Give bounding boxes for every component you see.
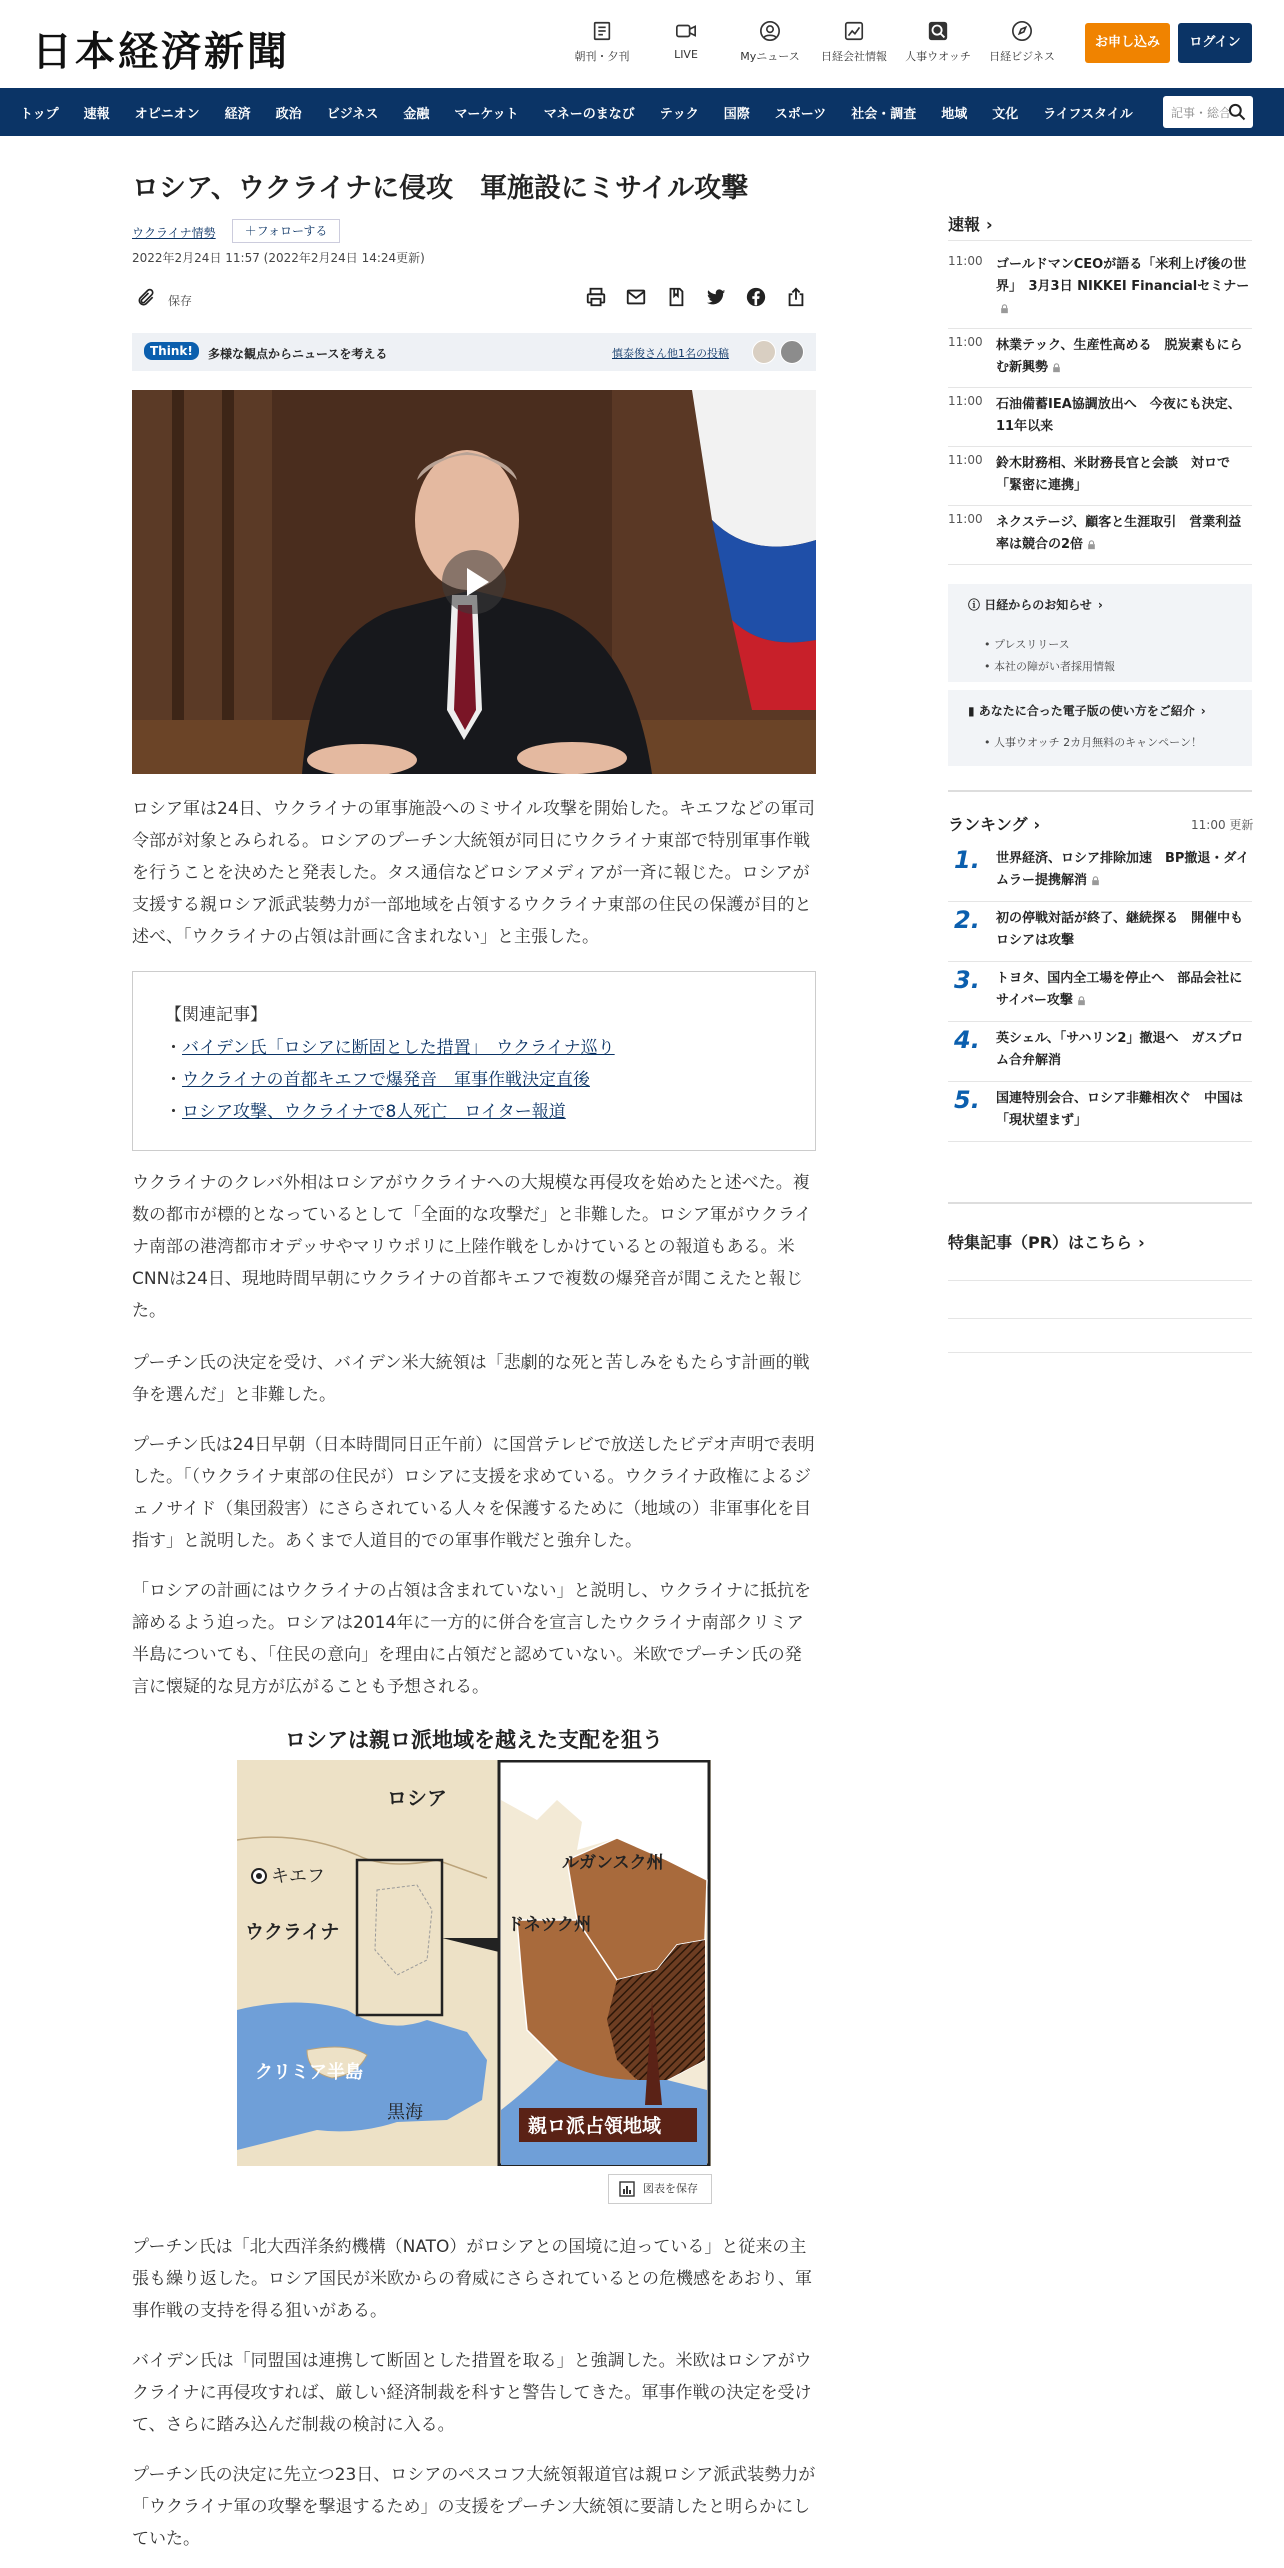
map-label-black-sea: 黒海 [387, 2102, 423, 2123]
notice-list [984, 634, 1115, 678]
notice-title: 日経からのお知らせ [984, 598, 1092, 612]
save-button[interactable]: 保存 [168, 294, 193, 308]
follow-label: フォローする [256, 224, 328, 238]
divider [948, 1352, 1252, 1353]
divider [948, 790, 1252, 792]
map-label-luhansk: ルガンスク州 [562, 1853, 664, 1873]
map-label-donetsk: ドネツク州 [507, 1915, 592, 1935]
breaking-headline-wrap [996, 335, 1252, 379]
nav-item[interactable]: 社会・調査 [851, 106, 917, 122]
map-label-occupied: 親ロ派占領地域 [528, 2115, 662, 2137]
lock-icon [1087, 540, 1096, 550]
ranking-updated: 11:00 更新 [1191, 818, 1254, 832]
site-header [0, 0, 1284, 88]
breaking-news-list [948, 248, 1252, 565]
main-nav [0, 88, 1284, 136]
nav-item[interactable]: 政治 [275, 106, 302, 122]
map-title: ロシアは親ロ派地域を越えた支配を狙う [285, 1728, 663, 1752]
bookmark-icon[interactable] [656, 286, 696, 312]
breaking-time: 11:00 [948, 453, 983, 467]
facebook-icon[interactable] [736, 286, 776, 312]
breaking-time: 11:00 [948, 394, 983, 408]
article-paragraph: バイデン氏は「同盟国は連携して断固とした措置を取る」と強調した。米欧はロシアがウクライナに再侵攻すれば、厳しい経済制裁を科すと警告してきた。軍事作戦の決定を受けて、さらに踏み込んだ制裁の検討に入る。 [132, 2351, 812, 2435]
ranking-item[interactable] [948, 1022, 1252, 1082]
chevron-right-icon: › [1138, 1233, 1145, 1252]
follow-button[interactable] [232, 219, 340, 243]
nav-item[interactable]: 経済 [224, 106, 251, 122]
breaking-headline-wrap [996, 254, 1252, 320]
info-icon: ⓘ [968, 598, 985, 612]
video-camera-icon [675, 20, 697, 42]
guide-title: あなたに合った電子版の使い方をご紹介 [978, 704, 1195, 718]
related-articles [132, 971, 816, 1151]
ranking-item[interactable] [948, 902, 1252, 962]
divider [948, 1280, 1252, 1281]
chevron-right-icon: › [1097, 598, 1103, 612]
related-link[interactable]: ウクライナの首都キエフで爆発音 軍事作戦決定直後 [182, 1070, 590, 1090]
guide-item-label: 人事ウオッチ 2カ月無料のキャンペーン！ [994, 736, 1202, 749]
related-title: 【関連記事】 [165, 1005, 267, 1025]
related-item [165, 1064, 615, 1096]
header-link-mynews[interactable] [728, 20, 812, 64]
search-placeholder: 記事・総合 [1171, 106, 1232, 120]
nav-item[interactable]: テック [659, 106, 699, 122]
guide-list [984, 732, 1202, 754]
ranking-item[interactable] [948, 842, 1252, 902]
breaking-news-item[interactable] [948, 506, 1252, 565]
related-link[interactable]: ロシア攻撃、ウクライナで8人死亡 ロイター報道 [182, 1102, 566, 1122]
rank-number: 4. [954, 1026, 980, 1054]
rank-number: 1. [954, 846, 980, 874]
divider [948, 1202, 1252, 1204]
newspaper-icon [591, 20, 613, 42]
nav-item[interactable]: トップ [20, 106, 59, 122]
nav-list [20, 88, 1158, 136]
ranking-headline-wrap [996, 848, 1252, 892]
article-paragraph: プーチン氏の決定に先立つ23日、ロシアのペスコフ大統領報道官は親ロシア派武装勢力が「ウクライナ軍の攻撃を撃退するため」の支援をプーチン大統領に要請したと明らかにしていた。 [132, 2465, 816, 2549]
play-button[interactable] [442, 550, 506, 614]
nikkei-notice-box [948, 584, 1252, 682]
breaking-news-item[interactable] [948, 248, 1252, 329]
notice-title-link[interactable] [968, 596, 1103, 613]
nav-item[interactable]: オピニオン [134, 106, 200, 122]
compass-icon [1011, 20, 1033, 42]
header-link-label: LIVE [674, 48, 698, 61]
map-kiev-dot [256, 1873, 262, 1879]
ranking-headline: 世界経済、ロシア排除加速 BP撤退・ダイムラー提携解消 [996, 851, 1250, 888]
paperclip-icon[interactable] [136, 288, 156, 308]
breaking-headline: ネクステージ、顧客と生涯取引 営業利益率は競合の2倍 [996, 515, 1242, 552]
breaking-news-item[interactable] [948, 329, 1252, 388]
header-link-label: Myニュース [740, 50, 800, 63]
breaking-headline-wrap [996, 394, 1252, 438]
video-player[interactable] [132, 390, 816, 774]
think-description: 多様な観点からニュースを考える [208, 347, 388, 361]
article-paragraph: ロシア軍は24日、ウクライナの軍事施設へのミサイル攻撃を開始した。キエフなどの軍司令部が対象とみられる。ロシアのプーチン大統領が同日にウクライナ東部で特別軍事作戦を行うことを決めたと発表した。タス通信などロシアメディアが一斉に報じた。ロシアが支援する親ロシア派武装勢力が一部地域を占領するウクライナ東部の住民の保護が目的と述べ、「ウクライナの占領は計画に含まれない」と主張した。 [132, 799, 815, 947]
nav-item[interactable]: 地域 [941, 106, 968, 122]
rank-number: 2. [954, 906, 980, 934]
rank-number: 3. [954, 966, 980, 994]
chevron-right-icon: › [1200, 704, 1206, 718]
mail-icon[interactable] [616, 286, 656, 312]
breaking-time: 11:00 [948, 512, 983, 526]
breaking-headline: 鈴木財務相、米財務長官と会談 対ロで「緊密に連携」 [996, 456, 1231, 493]
rank-number: 5. [954, 1086, 980, 1114]
think-badge: Think! [144, 342, 199, 360]
ranking-headline: 英シェル、「サハリン2」撤退へ ガスプロム合弁解消 [996, 1031, 1244, 1068]
ranking-headline: 国連特別会合、ロシア非難相次ぐ 中国は「現状望まず」 [996, 1091, 1244, 1128]
breaking-news-item[interactable] [948, 447, 1252, 506]
chevron-right-icon: › [1033, 815, 1041, 834]
save-chart-label: 図表を保存 [643, 2182, 698, 2195]
stock-chart-icon [843, 20, 865, 42]
ranking-list [948, 842, 1252, 1142]
chart-icon [619, 2181, 635, 2197]
related-link[interactable]: バイデン氏「ロシアに断固とした措置」 ウクライナ巡り [182, 1038, 615, 1058]
related-bullet: ・ [165, 1102, 182, 1122]
related-item [165, 1096, 615, 1128]
header-link-company-info[interactable] [812, 20, 896, 64]
header-link-label: 朝刊・夕刊 [574, 50, 630, 63]
breaking-headline: 林業テック、生産性高める 脱炭素もにらむ新興勢 [996, 338, 1243, 375]
ranking-title: ランキング [948, 815, 1028, 834]
ukraine-map [237, 1760, 711, 2166]
related-bullet: ・ [165, 1070, 182, 1090]
nav-item[interactable]: 国際 [723, 106, 750, 122]
notice-item-label: 本社の障がい者採用情報 [994, 660, 1115, 673]
guide-box [948, 690, 1252, 766]
nav-item[interactable]: 文化 [992, 106, 1019, 122]
plus-icon: ＋ [244, 224, 257, 238]
nav-item[interactable]: スポーツ [774, 106, 827, 122]
person-search-icon [927, 20, 949, 42]
share-icons [576, 286, 816, 312]
ranking-item[interactable] [948, 962, 1252, 1022]
lock-icon [1077, 996, 1086, 1006]
header-link-jinji-watch[interactable] [896, 20, 980, 64]
nav-item[interactable]: 金融 [403, 106, 430, 122]
nav-item[interactable]: 速報 [83, 106, 110, 122]
map-label-crimea: クリミア半島 [255, 2062, 363, 2083]
think-expert-link[interactable]: 慎泰俊さん他1名の投稿 [612, 347, 729, 360]
divider [948, 1318, 1252, 1319]
ranking-headline-wrap [996, 908, 1252, 952]
search-input[interactable] [1163, 96, 1253, 128]
guide-title-link[interactable] [968, 702, 1206, 719]
breaking-time: 11:00 [948, 254, 983, 268]
lock-icon [1052, 363, 1061, 373]
save-chart-button[interactable] [608, 2174, 712, 2204]
divider [948, 240, 1252, 241]
publish-date: 2022年2月24日 11:57 (2022年2月24日 14:24更新) [132, 251, 425, 265]
expert-avatar[interactable] [780, 340, 804, 364]
ranking-headline-wrap [996, 1028, 1252, 1072]
nav-item[interactable]: マネーのまなび [543, 106, 635, 122]
breaking-headline: ゴールドマンCEOが語る「米利上げ後の世界」 3月3日 NIKKEI Financialセミナー [996, 257, 1250, 294]
article-paragraph: プーチン氏の決定を受け、バイデン米大統領は「悲劇的な死と苦しみをもたらす計画的戦争を選んだ」と非難した。 [132, 1353, 810, 1405]
breaking-news-heading[interactable] [948, 212, 993, 235]
chevron-right-icon: › [986, 215, 993, 234]
ranking-heading[interactable] [948, 812, 1040, 835]
header-link-label: 日経ビジネス [989, 50, 1055, 63]
user-icon [759, 20, 781, 42]
map-label-russia: ロシア [387, 1786, 447, 1810]
lock-icon [1091, 876, 1100, 886]
related-list [165, 1032, 615, 1128]
map-label-ukraine: ウクライナ [245, 1921, 340, 1943]
map-label-kiev: キエフ [271, 1866, 325, 1887]
login-button[interactable]: ログイン [1178, 23, 1252, 63]
lock-icon [1000, 304, 1009, 314]
subscribe-button[interactable]: お申し込み [1085, 23, 1170, 63]
ranking-headline: トヨタ、国内全工場を停止へ 部品会社にサイバー攻撃 [996, 971, 1243, 1008]
pr-heading[interactable] [948, 1230, 1145, 1253]
article-paragraph: 「ロシアの計画にはウクライナの占領は含まれていない」と説明し、ウクライナに抵抗を諦めるよう迫った。ロシアは2014年に一方的に併合を宣言したウクライナ南部クリミア半島についても、「住民の意向」を理由に占領だと認めていない。米欧でプーチン氏の発言に懐疑的な見方が広がることも予想される。 [132, 1581, 811, 1697]
guide-item[interactable]: • 人事ウオッチ 2カ月無料のキャンペーン！ [984, 736, 1202, 749]
breaking-title: 速報 [948, 215, 981, 234]
notice-item[interactable]: • 本社の障がい者採用情報 [984, 660, 1115, 673]
think-bar [132, 333, 816, 371]
article-paragraph: プーチン氏は24日早朝（日本時間同日正午前）に国営テレビで放送したビデオ声明で表明した。「（ウクライナ東部の住民が）ロシアに支援を求めている。ウクライナ政権によるジェノサイド（集団殺害）にさらされている人々を保護するために（地域の）非軍事化を目指す」と説明した。あくまで人道目的での軍事作戦だと強弁した。 [132, 1435, 815, 1551]
breaking-time: 11:00 [948, 335, 983, 349]
article-paragraph: ウクライナのクレバ外相はロシアがウクライナへの大規模な再侵攻を始めたと述べた。複数の都市が標的となっているとして「全面的な攻撃だ」と非難した。ロシア軍がウクライナ南部の港湾都市オデッサやマリウポリに上陸作戦をしかけているとの報道もある。米CNNは24日、現地時間早朝にウクライナの首都キエフで複数の爆発音が聞こえたと報じた。 [132, 1173, 812, 1321]
expert-avatar[interactable] [752, 340, 776, 364]
breaking-headline-wrap [996, 453, 1252, 497]
book-icon: ▮ [968, 704, 979, 718]
nav-item[interactable]: ビジネス [326, 106, 379, 122]
share-icon[interactable] [776, 286, 816, 312]
share-toolbar [132, 284, 816, 312]
print-icon[interactable] [576, 286, 616, 312]
nav-item[interactable]: ライフスタイル [1043, 106, 1133, 122]
ranking-headline-wrap [996, 1088, 1252, 1132]
article-title: ロシア、ウクライナに侵攻 軍施設にミサイル攻撃 [132, 173, 749, 204]
header-icon-nav [560, 20, 1064, 64]
header-link-label: 人事ウオッチ [905, 50, 971, 63]
notice-item-label: プレスリリース [994, 638, 1070, 651]
nikkei-logo[interactable]: 日本経済新聞 [32, 28, 290, 75]
header-link-nikkei-business[interactable] [980, 20, 1064, 64]
ranking-headline: 初の停戦対話が終了、継続探る 開催中もロシアは攻撃 [996, 911, 1244, 948]
header-link-paper[interactable] [560, 20, 644, 64]
header-link-label: 日経会社情報 [821, 50, 887, 63]
breaking-headline-wrap [996, 512, 1252, 556]
notice-item[interactable]: • プレスリリース [984, 638, 1070, 651]
breaking-headline: 石油備蓄IEA協調放出へ 今夜にも決定、11年以来 [996, 397, 1241, 434]
search-icon[interactable] [1227, 102, 1247, 122]
ranking-item[interactable] [948, 1082, 1252, 1142]
twitter-icon[interactable] [696, 286, 736, 312]
related-bullet: ・ [165, 1038, 182, 1058]
header-link-live[interactable] [644, 20, 728, 64]
topic-link[interactable]: ウクライナ情勢 [132, 226, 216, 240]
related-item [165, 1032, 615, 1064]
pr-title: 特集記事（PR）はこちら [948, 1233, 1133, 1252]
nav-item[interactable]: マーケット [454, 106, 519, 122]
breaking-news-item[interactable] [948, 388, 1252, 447]
ranking-headline-wrap [996, 968, 1252, 1012]
article-paragraph: プーチン氏は「北大西洋条約機構（NATO）がロシアとの国境に迫っている」と従来の主張も繰り返した。ロシア国民が米欧からの脅威にさらされているとの危機感をあおり、軍事作戦の支持を得る狙いがある。 [132, 2237, 812, 2321]
